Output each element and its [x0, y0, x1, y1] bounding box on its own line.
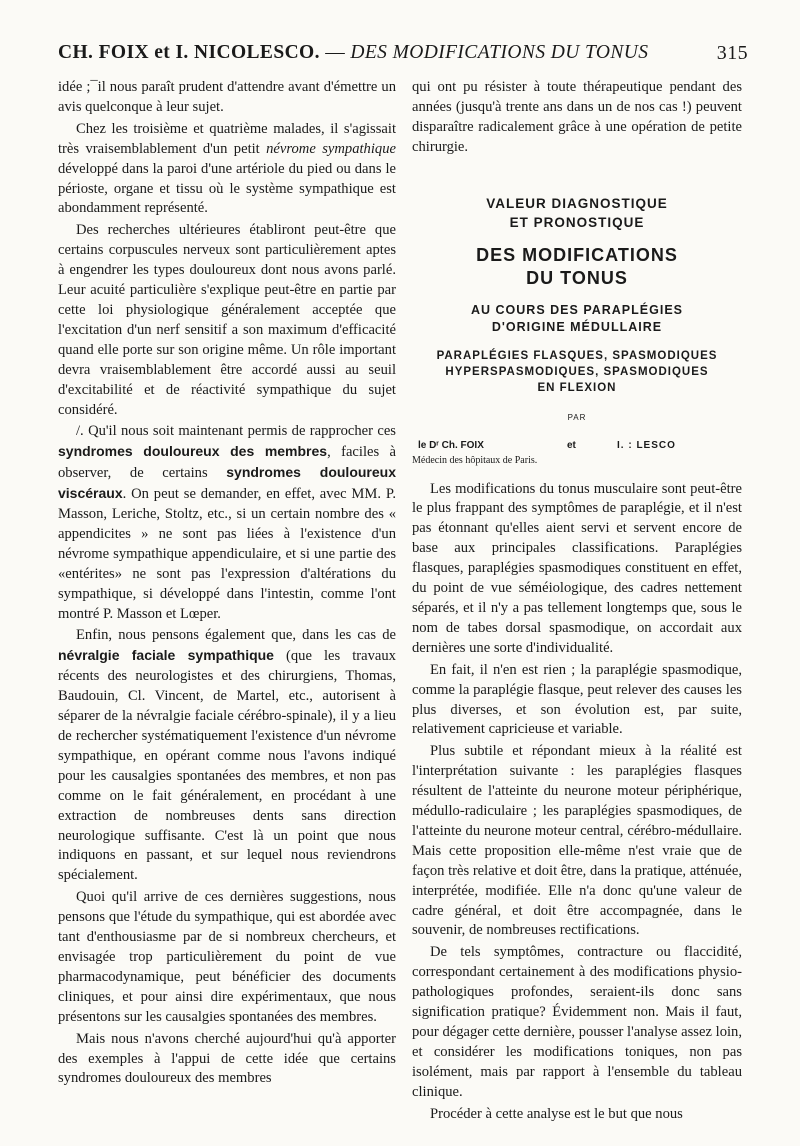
paragraph: Plus subtile et répondant mieux à la réalité est l'interprétation suivante : les paraplégies flasques résultent de l'atteinte du neurone moteur périphérique, médullo-radiculaire ; les paraplégies spasmodiques, de l'atteinte du neurone moteur central, cérébro-médullaire. Mais cette proposition elle-même n'est vraie que de façon très relative et doit être, dans la pratique, atténuée, interprétée, modifiée. Elle n'a donc qu'une valeur de cadre général, et doit être accompagnée, dans le souvenir, de nombreuses rectifications.	[412, 743, 742, 939]
running-head-authors: CH. FOIX et I. NICOLESCO.	[58, 42, 320, 63]
affiliation: Médecin des hôpitaux de Paris.	[412, 454, 538, 466]
heading-main-title: DES MODIFICATIONS DU TONUS	[476, 244, 678, 288]
right-column	[412, 78, 742, 1127]
heading-kicker: VALEUR DIAGNOSTIQUE ET PRONOSTIQUE	[486, 195, 668, 230]
running-head	[58, 42, 748, 64]
bold-term: névralgie faciale sympathique	[58, 647, 274, 664]
paragraph: Enfin, nous pensons également que, dans les cas de névralgie faciale sympathique (que les travaux récents des neurologistes et des chirurgiens, Thomas, Baudouin, Cl. Vincent, de Martel, etc., autorisent à séparer de la névralgie faciale cérébro-spinale), il y a lieu de rechercher systématiquement l'existence d'un névrome sympathique, en opérant comme nous l'avons indiqué pour les causalgies spontanées des membres, et non pas comme on le fait généralement, en procédant à une extraction de nombreuses dents sans direction neurologique suffisante. C'est là un point que nous indiquons en passant, et sur lequel nous reviendrons spécialement.	[58, 627, 396, 884]
paragraph: idée ;¯il nous paraît prudent d'attendre avant d'émettre un avis quelconque à leur sujet.	[58, 79, 396, 115]
heading-paraplegia-types: PARAPLÉGIES FLASQUES, SPASMODIQUES HYPERSPASMODIQUES, SPASMODIQUES EN FLEXION	[436, 349, 718, 394]
paragraph: Des recherches ultérieures établiront peut-être que certains corpuscules nerveux sont particulièrement aptes à engendrer les types douloureux dont nous avons parlé. Leur acuité particulière s'explique peut-être en partie par cette loi physiologique généralement acceptée que l'excitation d'un nerf sensitif a son maximum d'efficacité quand elle porte sur son origine même. Un rôle important devra vraisemblablement être accordé aussi au seuil d'excitabilité et de réactivité sympathique du sujet considéré.	[58, 222, 396, 418]
author-1: le Dʳ Ch. FOIX	[418, 439, 484, 451]
author-conjunction: et	[567, 439, 576, 451]
paragraph: En fait, il n'en est rien ; la paraplégie spasmodique, comme la paraplégie flasque, peut relever des causes les plus diverses, et son évolution est, par suite, relativement capricieuse et variable.	[412, 661, 742, 738]
paragraph: /. Qu'il nous soit maintenant permis de rapprocher ces syndromes douloureux des membres, faciles à observer, de certains syndromes douloureux viscéraux. On peut se demander, en effet, avec MM. P. Masson, Leriche, Stoltz, etc., si un certain nombre des « appendicites » ne sont pas liées à l'existence d'un névrome sympathique appendiculaire, et si une partie des «entérites» ne sont pas l'expression d'altérations du sympathique, si développé dans l'intestin, comme l'ont montré P. Masson et Lœper.	[58, 423, 397, 622]
paragraph: Quoi qu'il arrive de ces dernières suggestions, nous pensons que l'étude du sympathique, qui est abordée avec tant d'enthousiasme par de si nombreux chercheurs, et envisagée trop particulièrement du point de vue pharmacodynamique, peut bénéficier des documents cliniques, et pour ainsi dire expérimentaux, que nous présentons sur les causalgies spontanées des membres.	[58, 889, 396, 1025]
page-number: 315	[716, 42, 748, 64]
paragraph: Procéder à cette analyse est le but que nous	[430, 1105, 683, 1122]
running-head-separator: —	[325, 42, 346, 63]
author-2: I. : LESCO	[617, 439, 676, 451]
paragraph: Chez les troisième et quatrième malades, il s'agissait très vraisemblablement d'un petit névrome sympathique développé dans la paroi d'une artériole du pied ou dans le périoste, organe et tissu où le système sympathique est abondamment représenté.	[58, 120, 396, 217]
heading-subtitle: AU COURS DES PARAPLÉGIES D'ORIGINE MÉDULLAIRE	[471, 302, 683, 334]
emphasis-term: névrome sympathique	[266, 140, 396, 157]
bold-term: syndromes douloureux viscéraux	[58, 464, 397, 502]
article-heading	[412, 194, 742, 428]
paragraph: Mais nous n'avons cherché aujourd'hui qu'à apporter des exemples à l'appui de cette idée que certains syndromes douloureux des membres	[58, 1030, 396, 1087]
byline	[412, 436, 742, 466]
running-head-title: DES MODIFICATIONS DU TONUS	[350, 42, 649, 63]
left-column	[58, 78, 396, 1091]
heading-par: PAR	[567, 412, 587, 422]
paragraph: qui ont pu résister à toute thérapeutique pendant des années (jusqu'à trente ans dans un de nos cas !) peuvent disparaître radicalement grâce à une opération de petite chirurgie.	[412, 79, 742, 155]
bold-term: syndromes douloureux des membres	[58, 443, 328, 460]
paragraph: De tels symptômes, contracture ou flaccidité, correspondant certainement à des modifications physio-pathologiques profondes, seraient-ils donc sans signification pratique? Évidemment non. Mais il faut, pour dégager cette dernière, pousser l'analyse assez loin, et considérer les modifications toniques, non pas isolément, mais par rapport à l'ensemble du tableau clinique.	[412, 944, 742, 1100]
paragraph: Les modifications du tonus musculaire sont peut-être le plus frappant des symptômes de paraplégie, et il n'est pas étonnant qu'elles aient servi et servent encore de base aux principales classifications. Paraplégies flasques, paraplégies spasmodiques constituent en effet, du point de vue séméiologique, des cadres nettement séparés, et il n'y a pas tellement longtemps que, sous le nom de tabes dorsal spasmodique, on accordait aux dernières une sorte d'individualité.	[412, 480, 742, 656]
